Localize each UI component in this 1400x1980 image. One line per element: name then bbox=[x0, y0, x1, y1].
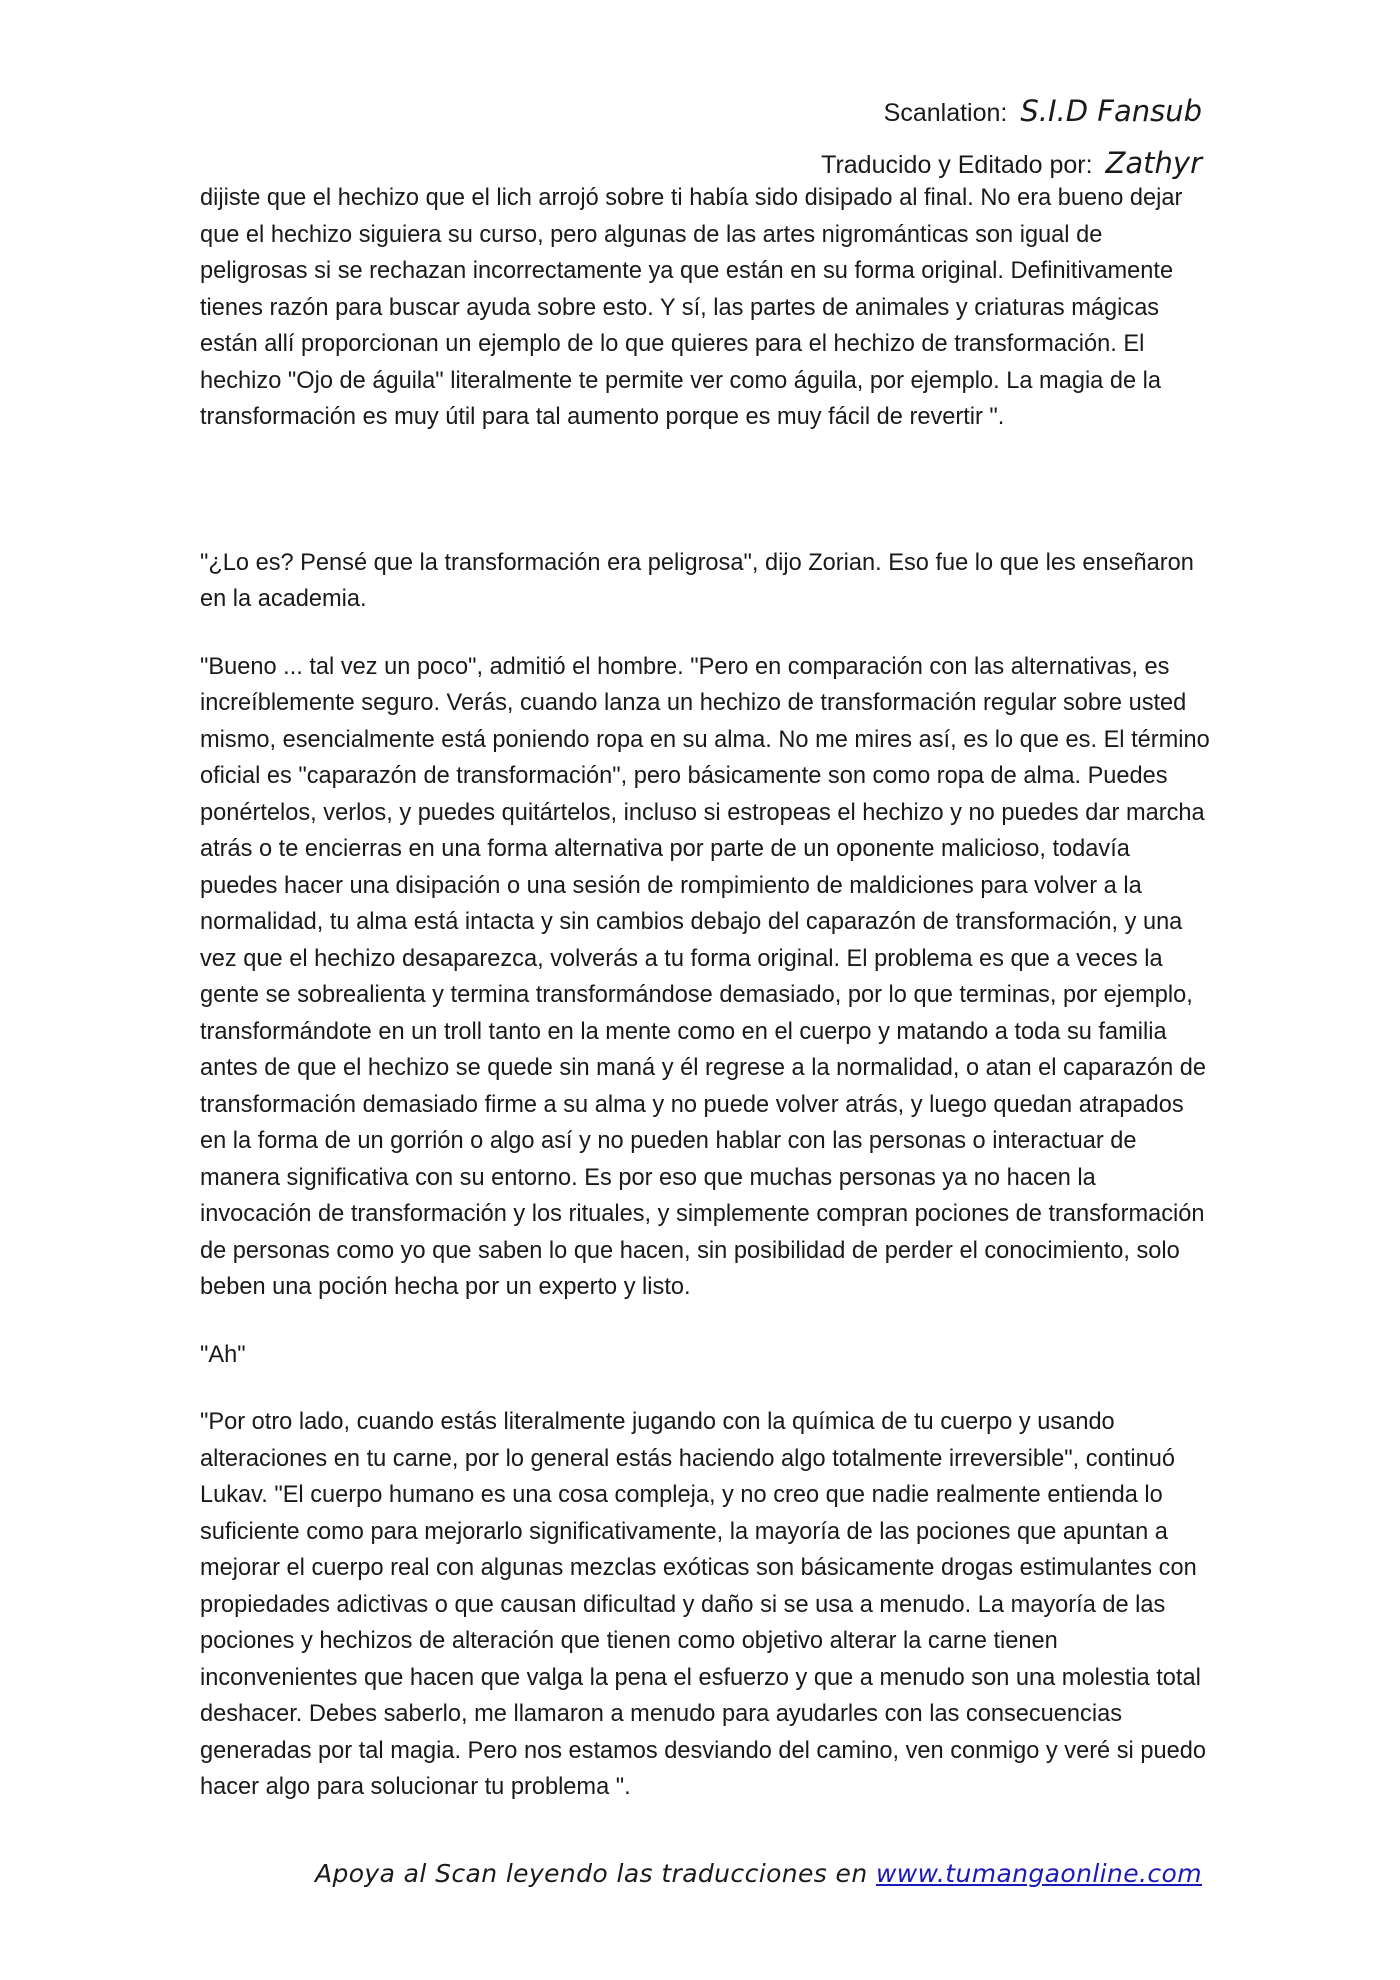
paragraph: "¿Lo es? Pensé que la transformación era peligrosa", dijo Zorian. Eso fue lo que les enseñaron en la academia. bbox=[200, 549, 1194, 612]
scanlation-credit bbox=[821, 86, 1202, 138]
paragraph: "Bueno ... tal vez un poco", admitió el hombre. "Pero en comparación con las alternativas, es increíblemente seguro. Verás, cuando lanza un hechizo de transformación regular sobre usted mismo, esencialmente está poniendo ropa en su alma. No me mires así, es lo que es. El término oficial es "caparazón de transformación", pero básicamente son como ropa de alma. Puedes ponértelos, verlos, y puedes quitártelos, incluso si estropeas el hechizo y no puedes dar marcha atrás o te encierras en una forma alternativa por parte de un oponente malicioso, todavía puedes hacer una disipación o una sesión de rompimiento de maldiciones para volver a la normalidad, tu alma está intacta y sin cambios debajo del caparazón de transformación, y una vez que el hechizo desaparezca, volverás a tu forma original. El problema es que a veces la gente se sobrealienta y termina transformándose demasiado, por lo que terminas, por ejemplo, transformándote en un troll tanto en la mente como en el cuerpo y matando a toda su familia antes de que el hechizo se quede sin maná y él regrese a la normalidad, o atan el caparazón de transformación demasiado firme a su alma y no puede volver atrás, y luego quedan atrapados en la forma de un gorrión o algo así y no pueden hablar con las personas o interactuar de manera significativa con su entorno. Es por eso que muchas personas ya no hacen la invocación de transformación y los rituales, y simplemente compran pociones de transformación de personas como yo que saben lo que hacen, sin posibilidad de perder el conocimiento, solo beben una poción hecha por un experto y listo. bbox=[200, 653, 1210, 1300]
footer-text: Apoya al Scan leyendo las traducciones en bbox=[314, 1859, 868, 1888]
scanlation-name: S.I.D Fansub bbox=[1020, 94, 1202, 128]
footer-link[interactable]: www.tumangaonline.com bbox=[875, 1859, 1202, 1888]
translator-name: Zathyr bbox=[1105, 146, 1202, 180]
page-footer bbox=[315, 1859, 1202, 1888]
page-header bbox=[821, 86, 1202, 190]
document-body bbox=[200, 180, 1210, 1806]
paragraph: "Por otro lado, cuando estás literalmente jugando con la química de tu cuerpo y usando alteraciones en tu carne, por lo general estás haciendo algo totalmente irreversible", continuó Lukav. "El cuerpo humano es una cosa compleja, y no creo que nadie realmente entienda lo suficiente como para mejorarlo significativamente, la mayoría de las pociones que apuntan a mejorar el cuerpo real con algunas mezclas exóticas son básicamente drogas estimulantes con propiedades adictivas o que causan dificultad y daño si se usa a menudo. La mayoría de las pociones y hechizos de alteración que tienen como objetivo alterar la carne tienen inconvenientes que hacen que valga la pena el esfuerzo y que a menudo son una molestia total deshacer. Debes saberlo, me llamaron a menudo para ayudarles con las consecuencias generadas por tal magia. Pero nos estamos desviando del camino, ven conmigo y veré si puedo hacer algo para solucionar tu problema ". bbox=[200, 1409, 1206, 1800]
scanlation-label: Scanlation: bbox=[883, 99, 1008, 127]
paragraph: dijiste que el hechizo que el lich arrojó sobre ti había sido disipado al final. No era bueno dejar que el hechizo siguiera su curso, pero algunas de las artes nigrománticas son igual de peligrosas si se rechazan incorrectamente ya que están en su forma original. Definitivamente tienes razón para buscar ayuda sobre esto. Y sí, las partes de animales y criaturas mágicas están allí proporcionan un ejemplo de lo que quieres para el hechizo de transformación. El hechizo "Ojo de águila" literalmente te permite ver como águila, por ejemplo. La magia de la transformación es muy útil para tal aumento porque es muy fácil de revertir ". bbox=[200, 185, 1183, 430]
translator-label: Traducido y Editado por: bbox=[821, 151, 1093, 179]
paragraph: "Ah" bbox=[200, 1341, 246, 1368]
